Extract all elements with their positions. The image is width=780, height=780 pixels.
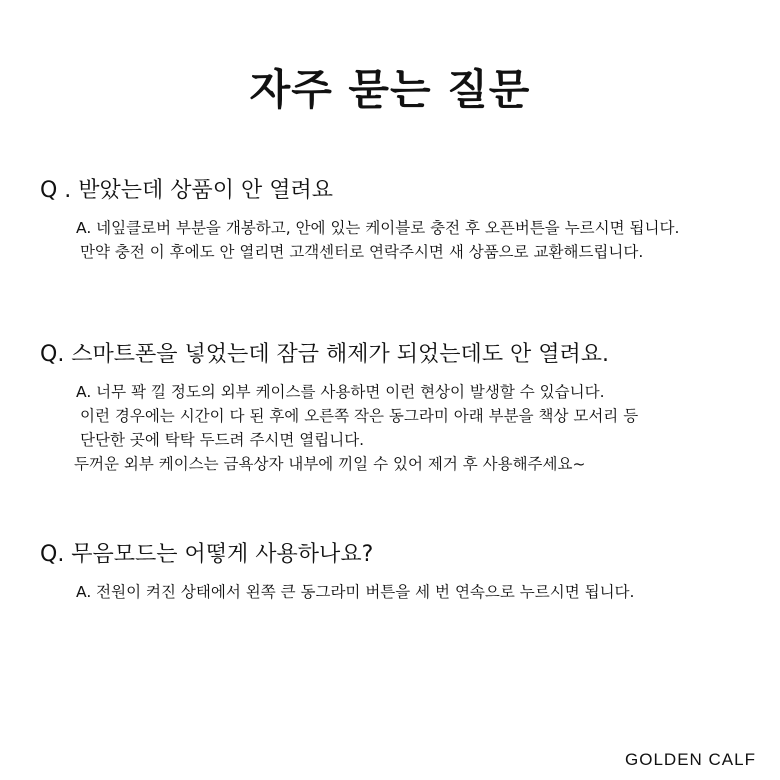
- faq-item-1: [40, 176, 770, 264]
- page-title: 자주 묻는 질문: [249, 65, 531, 114]
- faq-answer-line: A. 네잎클로버 부분을 개봉하고, 안에 있는 케이블로 충전 후 오픈버튼을 누르시면 됩니다.: [76, 219, 680, 237]
- faq-answer-line: 두꺼운 외부 케이스는 금욕상자 내부에 끼일 수 있어 제거 후 사용해주세요~: [74, 455, 586, 473]
- faq-answer: [76, 580, 770, 604]
- faq-answer: [76, 380, 770, 476]
- brand-name: GOLDEN CALF: [625, 750, 756, 769]
- faq-answer-line: 이런 경우에는 시간이 다 된 후에 오른쪽 작은 동그라미 아래 부분을 책상 모서리 등: [80, 407, 639, 425]
- faq-answer-line: 단단한 곳에 탁탁 두드려 주시면 열립니다.: [80, 431, 365, 449]
- faq-question: Q. 무음모드는 어떻게 사용하나요?: [40, 542, 374, 567]
- faq-answer-line: A. 전원이 켜진 상태에서 왼쪽 큰 동그라미 버튼을 세 번 연속으로 누르시면 됩니다.: [76, 583, 635, 601]
- faq-item-2: [40, 340, 770, 476]
- faq-question: Q. 스마트폰을 넣었는데 잠금 해제가 되었는데도 안 열려요.: [40, 342, 610, 367]
- faq-item-3: [40, 540, 770, 604]
- faq-answer: [76, 216, 770, 264]
- faq-answer-line: 만약 충전 이 후에도 안 열리면 고객센터로 연락주시면 새 상품으로 교환해드립니다.: [80, 243, 644, 261]
- faq-answer-line: A. 너무 꽉 낄 정도의 외부 케이스를 사용하면 이런 현상이 발생할 수 있습니다.: [76, 383, 605, 401]
- faq-question: Q . 받았는데 상품이 안 열려요: [40, 178, 334, 203]
